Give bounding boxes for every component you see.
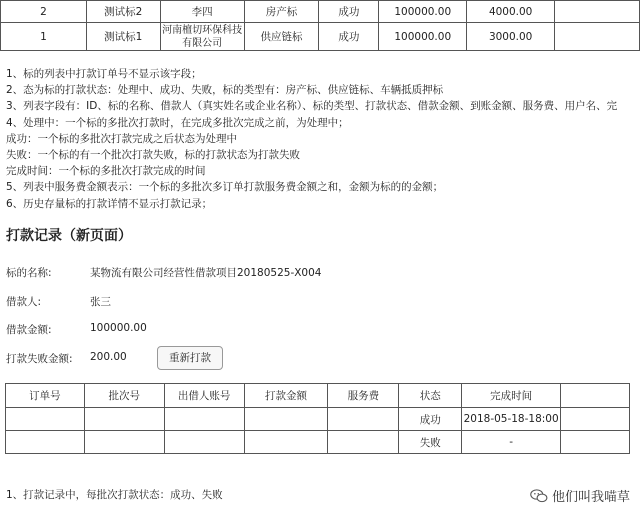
col-header-payment-amount: 打款金额 [244,384,328,408]
wechat-icon [530,489,548,503]
note-line: 1、标的列表中打款订单号不显示该字段； [6,68,202,80]
table-header-row [6,384,630,408]
retry-payment-button[interactable]: 重新打款 [157,346,223,370]
watermark [530,486,630,505]
borrower-label: 借款人: [6,296,42,308]
cell-payment-amount [244,408,328,431]
note-line: 2、态为标的打款状态：处理中、成功、失败，标的类型有：房产标、供应链标、车辆抵质押标 [6,84,444,97]
table-row [6,408,630,431]
payment-record-table [5,383,630,454]
cell-service-fee [328,431,399,454]
col-header-service-fee: 服务费 [328,384,399,408]
footer-note: 1、打款记录中，每批次打款状态：成功、失败 [6,489,223,501]
loan-list-table [0,0,640,51]
table-row [1,23,640,51]
section-title: 打款记录（新页面） [6,228,132,244]
col-header-status: 状态 [399,384,462,408]
col-header-blank [561,384,630,408]
cell-amount: 100000.00 [379,1,467,23]
requirements-notes [6,66,617,212]
cell-complete-time: - [462,431,561,454]
cell-type: 房产标 [244,1,319,23]
cell-borrower: 李四 [160,1,244,23]
cell-name: 测试标1 [86,23,160,51]
note-line: 5、列表中服务费金额表示：一个标的多批次多订单打款服务费金额之和，金额为标的的金额； [6,181,444,194]
loan-name-value: 某物流有限公司经营性借款项目20180525-X004 [90,267,322,279]
note-line: 成功：一个标的多批次打款完成之后状态为处理中 [6,132,237,145]
cell-lender-account [164,431,244,454]
cell-service-fee [328,408,399,431]
note-line: 4、处理中：一个标的多批次打款时，在完成多批次完成之前，为处理中； [6,116,349,129]
col-header-batch-no: 批次号 [84,384,164,408]
failed-amount-label: 打款失败金额: [6,353,73,365]
cell-lender-account [164,408,244,431]
cell-batch-no [84,431,164,454]
cell-blank [561,431,630,454]
cell-order-no [6,408,85,431]
col-header-order-no: 订单号 [6,384,85,408]
table-row [6,431,630,454]
cell-status: 成功 [319,23,379,51]
note-line: 3、列表字段有：ID、标的名称、借款人（真实姓名或企业名称）、标的类型、打款状态、借款金额、到账金额、服务费、用户名、完 [6,100,618,113]
cell-payment-amount [244,431,328,454]
cell-fee: 4000.00 [467,1,555,23]
loan-amount-value: 100000.00 [90,322,147,334]
cell-fee: 3000.00 [467,23,555,51]
col-header-lender-account: 出借人账号 [164,384,244,408]
note-line: 6、历史存量标的打款详情不显示打款记录； [6,197,213,210]
loan-name-label: 标的名称: [6,267,52,279]
cell-borrower: 河南檀切环保科技有限公司 [162,24,243,49]
failed-amount-value: 200.00 [90,351,127,363]
cell-status: 成功 [319,1,379,23]
cell-extra [555,23,640,51]
note-line: 完成时间：一个标的多批次打款完成的时间 [6,165,206,178]
cell-status: 失败 [399,431,462,454]
cell-complete-time: 2018-05-18-18:00 [462,408,561,431]
cell-type: 供应链标 [244,23,319,51]
cell-id: 2 [1,1,87,23]
col-header-complete-time: 完成时间 [462,384,561,408]
cell-amount: 100000.00 [379,23,467,51]
cell-order-no [6,431,85,454]
cell-id: 1 [1,23,87,51]
cell-extra [555,1,640,23]
cell-status: 成功 [399,408,462,431]
cell-blank [561,408,630,431]
cell-batch-no [84,408,164,431]
table-row [1,1,640,23]
cell-name: 测试标2 [86,1,160,23]
watermark-text: 他们叫我喵草 [551,490,630,505]
borrower-value: 张三 [90,296,111,308]
note-line: 失败：一个标的有一个批次打款失败，标的打款状态为打款失败 [6,149,300,162]
loan-amount-label: 借款金额: [6,324,52,336]
